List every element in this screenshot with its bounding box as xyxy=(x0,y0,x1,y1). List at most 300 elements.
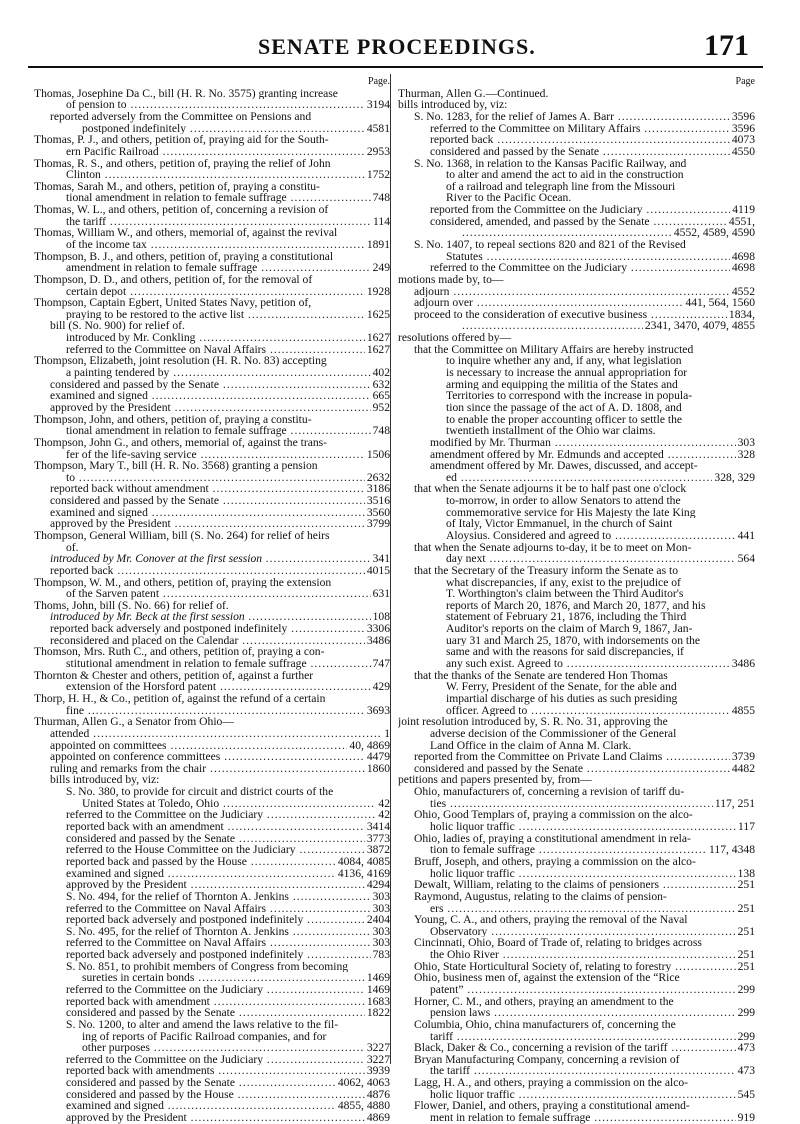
index-entry-page: 3693 xyxy=(366,703,390,717)
index-entry-page: 3306 xyxy=(366,622,390,636)
index-entry-page: 3486 xyxy=(731,657,755,671)
index-entry-text: reported back adversely and postponed indefinitely ..... xyxy=(34,949,390,961)
index-entry-page: 783 xyxy=(372,948,390,962)
index-entry xyxy=(34,286,390,298)
index-entry xyxy=(398,88,755,100)
index-entry-page: 3596 xyxy=(731,109,755,123)
index-entry-page: 4062, 4063 xyxy=(337,1076,390,1090)
index-entry-page: 2632 xyxy=(366,470,390,484)
index-entry xyxy=(34,483,390,495)
index-entry-page: 1 xyxy=(384,726,390,740)
index-entry-text: certain depot ..... xyxy=(34,286,390,298)
index-entry xyxy=(398,588,755,600)
index-entry xyxy=(398,472,755,484)
index-entry-text: Thompson, General William, bill (S. No. 264) for relief of heirs xyxy=(34,530,330,542)
index-entry-text: to-morrow, in order to allow Senators to attend the xyxy=(446,495,681,507)
index-entry-page: 1860 xyxy=(366,761,390,775)
index-entry-text: that the Committee on Military Affairs are hereby instructed xyxy=(414,343,694,356)
index-entry xyxy=(398,763,755,775)
index-entry xyxy=(34,565,390,577)
left-column-page-heading: Page. xyxy=(368,76,390,87)
index-entry-text: the tariff ..... xyxy=(34,216,390,228)
index-entry-page: 108 xyxy=(372,610,390,624)
index-entry-page: 3516 xyxy=(366,494,390,508)
index-entry-text: S. No. 1407, to repeal sections 820 and 821 of the Revised xyxy=(414,238,686,251)
index-entry xyxy=(34,774,390,786)
index-entry-page: 429 xyxy=(372,680,390,694)
index-entry-text: introduced by Mr. Conover at the first session ..... xyxy=(34,553,390,565)
index-entry-text: considered, amended, and passed by the Senate ..... xyxy=(398,216,755,228)
index-entry xyxy=(34,355,390,367)
index-entry xyxy=(398,937,755,949)
index-entry-text: considered and passed by the Senate ..... xyxy=(398,763,755,775)
index-entry-text: bills introduced by, viz: xyxy=(398,99,508,111)
index-entry-text: Thorp, H. H., & Co., petition of, against the refund of a certain xyxy=(34,692,326,705)
index-entry xyxy=(398,903,755,915)
index-entry-text: that when the Senate adjourns to-day, it be to meet on Mon- xyxy=(414,541,692,554)
index-entry-text: tion since the passage of the act of A. D. 1808, and xyxy=(446,401,682,414)
index-entry-page: 665 xyxy=(372,389,390,403)
index-entry xyxy=(398,507,755,519)
index-entry-text: Thompson, John, and others, petition of, praying a constitu- xyxy=(34,413,312,426)
index-entry-text: amendment in relation to female suffrage ..... xyxy=(34,262,390,274)
index-entry xyxy=(398,367,755,379)
index-entry xyxy=(34,88,390,100)
index-entry-text: ment in relation to female suffrage ..... xyxy=(398,1112,755,1124)
index-entry-text: reported back adversely and postponed indefinitely ..... xyxy=(34,914,390,926)
index-entry xyxy=(34,123,390,135)
index-entry-text: ruling and remarks from the chair ..... xyxy=(34,763,390,775)
index-entry-page: 1625 xyxy=(366,307,390,321)
index-entry-page: 4294 xyxy=(366,878,390,892)
index-entry-text: twentieth installment of the Ohio war claims. xyxy=(446,425,656,437)
index-entry-text: Ohio, manufacturers of, concerning a revision of tariff du- xyxy=(414,786,685,798)
index-entry-text: reports of March 20, 1876, and March 20, 1877, and his xyxy=(446,599,706,612)
index-entry-text: River to the Pacific Ocean. xyxy=(446,192,572,205)
index-entry-text: tional amendment in relation to female suffrage ..... xyxy=(34,192,390,204)
index-entry xyxy=(398,577,755,589)
index-entry xyxy=(398,774,755,786)
column-divider xyxy=(390,74,391,1064)
header-rule xyxy=(28,66,763,68)
index-entry-text: tariff ..... xyxy=(398,1031,755,1043)
index-entry-text: holic liquor traffic ..... xyxy=(398,868,755,880)
index-entry-text: Land Office in the claim of Anna M. Clark. xyxy=(430,739,632,752)
index-entry-text: approved by the President ..... xyxy=(34,1112,390,1124)
index-entry-text: patent” ..... xyxy=(398,984,755,996)
index-entry-text: officer. Agreed to ..... xyxy=(398,705,755,717)
index-entry-page: 251 xyxy=(737,959,755,973)
index-entry-page: 4552 xyxy=(731,284,755,298)
index-entry-text: referred to the Committee on Naval Affairs ..... xyxy=(34,903,390,915)
index-entry-page: 251 xyxy=(737,901,755,915)
index-entry xyxy=(398,134,755,146)
index-entry-text: Young, C. A., and others, praying the removal of the Naval xyxy=(414,914,688,926)
index-entry xyxy=(398,891,755,903)
index-entry xyxy=(34,507,390,519)
index-entry xyxy=(34,577,390,589)
index-entry-text: bill (S. No. 900) for relief of. xyxy=(50,320,185,333)
index-entry xyxy=(398,914,755,926)
index-entry xyxy=(34,751,390,763)
index-entry xyxy=(398,158,755,170)
index-entry-text: referred to the Committee on Naval Affairs ..... xyxy=(34,937,390,949)
index-entry xyxy=(398,239,755,251)
index-entry-text: ern Pacific Railroad ..... xyxy=(34,146,390,158)
index-entry xyxy=(398,844,755,856)
index-entry-text: holic liquor traffic ..... xyxy=(398,821,755,833)
index-entry-page: 341 xyxy=(372,552,390,566)
index-entry xyxy=(398,146,755,158)
index-entry-text: reported from the Committee on the Judiciary ..... xyxy=(398,204,755,216)
index-entry xyxy=(34,332,390,344)
index-entry xyxy=(398,693,755,705)
index-entry-text: arming and equipping the militia of the States and xyxy=(446,378,678,391)
index-entry-page: 303 xyxy=(372,901,390,915)
index-entry-text: S. No. 1283, for the relief of James A. Barr ..... xyxy=(398,111,755,123)
index-entry-page: 42 xyxy=(378,808,390,822)
index-entry-page: 473 xyxy=(737,1041,755,1055)
index-entry-text: Thomas, W. L., and others, petition of, concerning a revision of xyxy=(34,204,329,216)
index-entry-page: 3227 xyxy=(366,1041,390,1055)
index-entry-page: 4581 xyxy=(366,121,390,135)
index-entry-page: 251 xyxy=(737,878,755,892)
index-entry xyxy=(34,425,390,437)
index-entry-page: 1506 xyxy=(366,447,390,461)
index-entry-text: reported back ..... xyxy=(34,565,390,577)
index-entry-page: 631 xyxy=(372,587,390,601)
index-entry-text: approved by the President ..... xyxy=(34,879,390,891)
index-entry xyxy=(398,320,755,332)
right-column xyxy=(398,76,755,1124)
index-entry-text: ed ..... xyxy=(398,472,755,484)
index-entry-text: holic liquor traffic ..... xyxy=(398,1089,755,1101)
index-entry-text: S. No. 1368, in relation to the Kansas Pacific Railway, and xyxy=(414,157,687,170)
index-entry xyxy=(34,693,390,705)
index-entry-text: approved by the President ..... xyxy=(34,518,390,530)
index-entry-page: 3194 xyxy=(366,98,390,112)
index-entry xyxy=(34,786,390,798)
index-entry-text: fer of the life-saving service ..... xyxy=(34,449,390,461)
index-entry-page: 1627 xyxy=(366,331,390,345)
index-entry xyxy=(34,856,390,868)
index-entry-text: of a railroad and telegraph line from the Missouri xyxy=(446,180,676,193)
index-entry-text: adverse decision of the Commissioner of the General xyxy=(430,727,677,740)
index-entry-text: S. No. 1200, to alter and amend the laws relative to the fil- xyxy=(66,1018,339,1031)
index-entry xyxy=(34,297,390,309)
index-entry-text: statement of February 21, 1876, including the Third xyxy=(446,611,687,624)
index-entry xyxy=(398,1112,755,1124)
index-entry-text: to enable the proper accounting officer to settle the xyxy=(446,413,683,426)
index-entry-text: considered and passed by the Senate ..... xyxy=(34,495,390,507)
index-entry xyxy=(398,972,755,984)
index-entry-text: reported back ..... xyxy=(398,134,755,146)
index-entry-page: 249 xyxy=(372,261,390,275)
index-entry xyxy=(398,705,755,717)
index-entry xyxy=(34,99,390,111)
index-entry-text: examined and signed ..... xyxy=(34,390,390,402)
index-entry-text: fine ..... xyxy=(34,705,390,717)
index-entry xyxy=(34,623,390,635)
index-entry-page: 40, 4869 xyxy=(349,738,390,752)
index-entry-page: 632 xyxy=(372,377,390,391)
index-entry-text: Bruff, Joseph, and others, praying a commission on the alco- xyxy=(414,855,696,868)
index-entry-page: 4869 xyxy=(366,1111,390,1124)
index-entry-page: 473 xyxy=(737,1064,755,1078)
index-entry-text: S. No. 851, to prohibit members of Congress from becoming xyxy=(66,960,349,973)
index-entry xyxy=(34,1112,390,1124)
index-entry-text: day next ..... xyxy=(398,553,755,565)
index-entry-page: 251 xyxy=(737,924,755,938)
index-entry xyxy=(398,961,755,973)
index-entry-text: Thoms, John, bill (S. No. 66) for relief of. xyxy=(34,599,229,612)
index-entry-page: 303 xyxy=(737,435,755,449)
index-entry-text: Columbia, Ohio, china manufacturers of, concerning the xyxy=(414,1018,676,1031)
index-entry-text: reported back adversely and postponed indefinitely ..... xyxy=(34,623,390,635)
index-entry xyxy=(34,367,390,379)
index-entry xyxy=(34,844,390,856)
index-entry-page: 117, 251 xyxy=(714,796,755,810)
index-entry-text: considered and passed by the Senate ..... xyxy=(34,833,390,845)
index-entry xyxy=(34,740,390,752)
index-entry xyxy=(34,821,390,833)
index-entry-text: tion to female suffrage ..... xyxy=(398,844,755,856)
index-entry xyxy=(398,868,755,880)
index-entry xyxy=(398,530,755,542)
index-entry-page: 3739 xyxy=(731,750,755,764)
index-entry xyxy=(398,262,755,274)
index-entry-text: reconsidered and placed on the Calendar ..... xyxy=(34,635,390,647)
index-entry-text: adjourn over ..... xyxy=(398,297,755,309)
index-entry-text: W. Ferry, President of the Senate, for the able and xyxy=(446,681,677,693)
index-entry xyxy=(34,146,390,158)
index-entry-text: Territories to correspond with the increase in popula- xyxy=(446,390,693,402)
index-entry-page: 303 xyxy=(372,889,390,903)
index-entry xyxy=(398,379,755,391)
index-entry xyxy=(398,111,755,123)
page-header xyxy=(0,0,800,66)
index-entry xyxy=(34,879,390,891)
index-entry-text: Thompson, B. J., and others, petition of, praying a constitutional xyxy=(34,250,334,263)
index-entry xyxy=(34,414,390,426)
index-entry xyxy=(34,961,390,973)
index-entry-text: Flower, Daniel, and others, praying a constitutional amend- xyxy=(414,1100,690,1113)
index-entry xyxy=(34,495,390,507)
index-entry-text: reported back with amendment ..... xyxy=(34,996,390,1008)
index-entry xyxy=(34,262,390,274)
index-entry-page: 3872 xyxy=(366,843,390,857)
index-entry xyxy=(398,565,755,577)
index-entry xyxy=(398,542,755,554)
index-entry xyxy=(34,891,390,903)
index-entry xyxy=(34,344,390,356)
index-entry-text: postponed indefinitely ..... xyxy=(34,123,390,135)
index-entry xyxy=(34,681,390,693)
index-entry-page: 4698 xyxy=(731,249,755,263)
index-entry xyxy=(34,705,390,717)
index-entry xyxy=(398,553,755,565)
index-entry-text: considered and passed by the Senate ..... xyxy=(398,146,755,158)
index-entry-text: extension of the Horsford patent ..... xyxy=(34,681,390,693)
index-entry-text: modified by Mr. Thurman ..... xyxy=(398,437,755,449)
index-entry-page: 4015 xyxy=(366,563,390,577)
index-entry xyxy=(398,1031,755,1043)
index-entry-text: reported back without amendment ..... xyxy=(34,483,390,495)
index-entry xyxy=(398,716,755,728)
index-entry-page: 545 xyxy=(737,1087,755,1101)
index-entry-text: Lagg, H. A., and others, praying a commission on the alco- xyxy=(414,1077,689,1089)
index-entry-page: 4479 xyxy=(366,750,390,764)
index-entry xyxy=(34,972,390,984)
index-entry-page: 4119 xyxy=(732,203,755,217)
index-entry xyxy=(398,518,755,530)
index-entry-text: Thomas, R. S., and others, petition of, praying the relief of John xyxy=(34,157,331,170)
index-entry-text: pension laws ..... xyxy=(398,1007,755,1019)
index-entry xyxy=(398,786,755,798)
index-entry-page: 4482 xyxy=(731,761,755,775)
page-number: 171 xyxy=(704,29,749,62)
index-entry-text: what discrepancies, if any, exist to the prejudice of xyxy=(446,576,681,589)
index-entry-text: praying to be restored to the active list ..... xyxy=(34,309,390,321)
index-entry xyxy=(398,611,755,623)
index-entry-page: 3939 xyxy=(366,1064,390,1078)
index-entry-text: Thomas, P. J., and others, petition of, praying aid for the South- xyxy=(34,134,329,146)
index-entry xyxy=(398,984,755,996)
index-entry xyxy=(34,646,390,658)
index-entry-page: 328 xyxy=(737,447,755,461)
index-entry xyxy=(398,670,755,682)
index-entry xyxy=(398,1007,755,1019)
index-entry xyxy=(398,437,755,449)
index-entry-page: 4084, 4085 xyxy=(337,854,390,868)
index-entry xyxy=(398,495,755,507)
index-entry xyxy=(34,809,390,821)
index-entry-text: S. No. 494, for the relief of Thornton A. Jenkins ..... xyxy=(34,891,390,903)
index-entry xyxy=(34,914,390,926)
index-entry xyxy=(34,216,390,228)
index-entry xyxy=(34,251,390,263)
index-entry xyxy=(34,903,390,915)
index-entry-text: of the income tax ..... xyxy=(34,239,390,251)
index-entry xyxy=(398,449,755,461)
index-entry xyxy=(34,1065,390,1077)
index-entry-page: 441, 564, 1560 xyxy=(685,296,755,310)
index-entry-page: 3596 xyxy=(731,121,755,135)
index-entry xyxy=(34,437,390,449)
index-entry xyxy=(34,926,390,938)
index-entry xyxy=(34,181,390,193)
index-entry xyxy=(398,740,755,752)
index-entry-text: of pension to ..... xyxy=(34,99,390,111)
index-entry xyxy=(398,414,755,426)
index-entry xyxy=(398,949,755,961)
index-entry xyxy=(34,1019,390,1031)
index-entry-page: 4136, 4169 xyxy=(337,866,390,880)
index-entry-text: examined and signed ..... xyxy=(34,1100,390,1112)
index-entry-text: S. No. 380, to provide for circuit and district courts of the xyxy=(66,786,334,798)
index-entry-page: 299 xyxy=(737,1029,755,1043)
index-entry xyxy=(398,821,755,833)
index-entry-page: 4552, 4589, 4590 xyxy=(673,226,755,240)
running-title: SENATE PROCEEDINGS. xyxy=(258,34,536,59)
index-entry-text: United States at Toledo, Ohio ..... xyxy=(34,798,390,810)
index-entry-text: considered and passed by the Senate ..... xyxy=(34,1077,390,1089)
index-entry xyxy=(398,809,755,821)
index-entry-text: appointed on conference committees ..... xyxy=(34,751,390,763)
index-entry-text: stitutional amendment in relation to female suffrage ..... xyxy=(34,658,390,670)
index-entry-text: amendment offered by Mr. Edmunds and accepted ..... xyxy=(398,449,755,461)
index-entry xyxy=(398,204,755,216)
index-entry xyxy=(34,553,390,565)
index-entry-text: referred to the Committee on Military Affairs ..... xyxy=(398,123,755,135)
index-entry-text: Bryan Manufacturing Company, concerning a revision of xyxy=(414,1053,680,1066)
index-entry-page: 2404 xyxy=(366,913,390,927)
index-entry-text: other purposes ..... xyxy=(34,1042,390,1054)
index-entry-text: introduced by Mr. Conkling ..... xyxy=(34,332,390,344)
index-entry-text: to alter and amend the act to aid in the construction xyxy=(446,169,684,181)
index-entry xyxy=(34,635,390,647)
index-entry xyxy=(398,123,755,135)
index-entry-page: 3773 xyxy=(366,831,390,845)
index-entry xyxy=(34,600,390,612)
index-entry xyxy=(34,868,390,880)
index-entry-page: 564 xyxy=(737,552,755,566)
index-entry-text: Thurman, Allen G., a Senator from Ohio— xyxy=(34,716,234,728)
index-entry-text: of Italy, Victor Emmanuel, in the church of Saint xyxy=(446,518,673,531)
index-entry xyxy=(34,588,390,600)
index-entry-page: 4550 xyxy=(731,144,755,158)
index-entry-page: 299 xyxy=(737,982,755,996)
index-entry-text: referred to the Committee on Naval Affairs ..... xyxy=(34,344,390,356)
index-entry-text: Cincinnati, Ohio, Board of Trade of, relating to bridges across xyxy=(414,937,702,950)
index-entry-page: 4551, xyxy=(728,214,755,228)
index-entry-text: introduced by Mr. Beck at the first session ..... xyxy=(34,611,390,623)
index-entry xyxy=(34,472,390,484)
index-entry xyxy=(34,1031,390,1043)
index-entry xyxy=(34,460,390,472)
index-entry-text: examined and signed ..... xyxy=(34,507,390,519)
index-entry-page: 747 xyxy=(372,657,390,671)
index-entry-text: joint resolution introduced by, S. R. No. 31, approving the xyxy=(398,716,668,728)
index-entry-text: Thompson, D. D., and others, petition of, for the removal of xyxy=(34,273,313,286)
index-entry-page: 1683 xyxy=(366,994,390,1008)
index-entry-page: 299 xyxy=(737,1006,755,1020)
index-entry-text: S. No. 495, for the relief of Thornton A. Jenkins ..... xyxy=(34,926,390,938)
index-entry-text: Ohio, Good Templars of, praying a commission on the alco- xyxy=(414,809,693,822)
index-entry-text: referred to the Committee on the Judiciary ..... xyxy=(34,809,390,821)
index-entry-page: 919 xyxy=(737,1111,755,1124)
index-entry-text: that the Secretary of the Treasury inform the Senate as to xyxy=(414,564,679,577)
index-entry-page: 1834, xyxy=(728,307,755,321)
index-entry xyxy=(398,635,755,647)
index-entry xyxy=(34,320,390,332)
index-entry-page: 303 xyxy=(372,936,390,950)
index-entry xyxy=(34,611,390,623)
index-entry-page: 1928 xyxy=(366,284,390,298)
index-entry xyxy=(34,239,390,251)
index-entry-page: 114 xyxy=(373,214,390,228)
index-entry-text: tional amendment in relation to female suffrage ..... xyxy=(34,425,390,437)
index-entry xyxy=(34,158,390,170)
index-entry-page: 1469 xyxy=(366,982,390,996)
index-entry xyxy=(398,192,755,204)
index-entry xyxy=(398,658,755,670)
index-entry xyxy=(34,402,390,414)
index-entry-text: proceed to the consideration of executive business ..... xyxy=(398,309,755,321)
index-entry xyxy=(398,646,755,658)
index-entry xyxy=(398,926,755,938)
index-entry-page: 4855 xyxy=(731,703,755,717)
